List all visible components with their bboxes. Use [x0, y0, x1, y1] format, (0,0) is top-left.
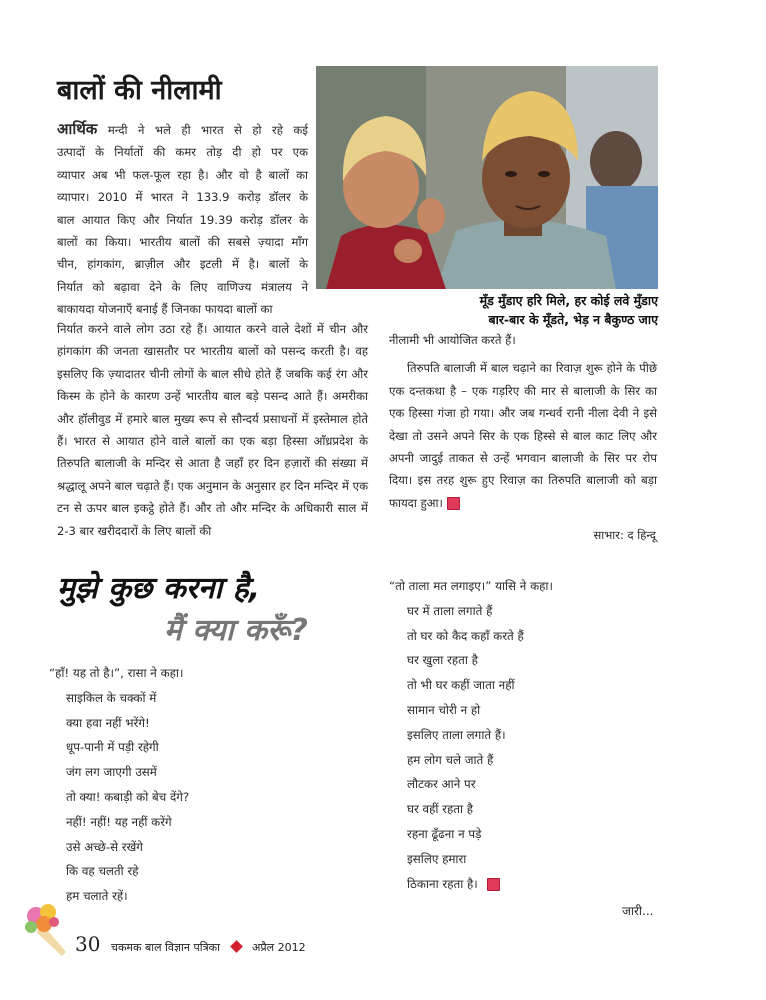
- article-line: चीन, हांगकांग, ब्राज़ील और इटली में है। बालों के: [57, 257, 308, 272]
- page-number: 30: [75, 932, 101, 956]
- poem-title-line2: मैं क्या करूँ?: [164, 613, 308, 648]
- poem-line: तो घर को कैद कहाँ करते हैं: [407, 628, 524, 643]
- poem-line: इसलिए हमारा: [407, 851, 467, 866]
- poem-line: कि वह चलती रहे: [66, 864, 139, 879]
- pink-square-emblem-icon: [447, 497, 460, 510]
- flower-bouquet-icon: [22, 902, 68, 958]
- photo-caption: [392, 291, 658, 329]
- poem-line: लौटकर आने पर: [407, 777, 476, 792]
- article-col2-first: नीलामी भी आयोजित करते हैं।: [389, 333, 516, 347]
- article-col2: [389, 329, 657, 514]
- poem-left-opening: “हाँ! यह तो है।”, रासा ने कहा।: [49, 666, 184, 680]
- article-line: आर्थिक मन्दी ने भले ही भारत से हो रहे कई: [57, 120, 309, 138]
- photo-illustration: [316, 66, 658, 289]
- article-col2-body: तिरुपति बालाजी में बाल चढ़ाने का रिवाज़ शुरू होने के पीछे एक दन्तकथा है – एक गड़रिए की मार से बालाजी के सिर का एक हिस्सा गंजा हो गया। और जब गन्धर्व रानी नीला देवी ने इसे देखा तो उसने अपने सिर के एक हिस्से से बाल काट लिए और अपनी जादुई ताकत से उन्हें भगवान बालाजी के सिर पर रोप दिया। इस तरह शुरू हुए रिवाज़ का तिरुपति बालाजी को बड़ा फायदा हुआ।: [389, 361, 657, 510]
- poem-line: क्या हवा नहीं भरेंगे!: [66, 715, 150, 730]
- magazine-name: चकमक बाल विज्ञान पत्रिका: [111, 941, 220, 954]
- pink-square-emblem-icon: [487, 878, 500, 891]
- poem-line: घर खुला रहता है: [407, 653, 478, 668]
- poem-line: धूप-पानी में पड़ी रहेगी: [66, 740, 159, 755]
- poem-line: जंग लग जाएगी उसमें: [66, 765, 157, 780]
- article-line: निर्यात को बढ़ावा देने के लिए वाणिज्य मंत्रालय ने: [57, 279, 308, 294]
- poem-line: नहीं! नहीं! यह नहीं करेंगे: [66, 814, 172, 829]
- lead-word: आर्थिक: [57, 120, 98, 138]
- article-col1-body: निर्यात करने वाले लोग उठा रहे हैं। आयात करने वाले देशों में चीन और हांगकांग की जनता खासतौर पर भारतीय बालों को पसन्द करती है। वह इसलिए कि ज़्यादातर चीनी लोगों के बाल सीधे होते हैं जबकि कई रंग और किस्म के होने के कारण उन्हें भारतीय बाल बड़े पसन्द आते हैं। अमरीका और हॉलीवुड में हमारे बाल मुख्य रूप से सौन्दर्य प्रसाधनों में इस्तेमाल होते हैं। भारत से आयात होने वाले बालों का एक बड़ा हिस्सा आँध्रप्रदेश के तिरुपति बालाजी के मन्दिर से आता है जहाँ हर दिन हज़ारों की संख्या में श्रद्धालू अपने बाल चढ़ाते हैं। एक अनुमान के अनुसार हर दिन मन्दिर में एक टन से ऊपर बाल इकट्ठे होते हैं। और तो और मन्दिर के अधिकारी साल में 2-3 बार खरीददारों के लिए बालों की: [57, 322, 368, 538]
- poem-line: सामान चोरी न हो: [407, 702, 481, 717]
- issue-date: अप्रैल 2012: [252, 941, 306, 954]
- poem-line: हम लोग चले जाते हैं: [407, 752, 494, 767]
- poem-line: रहना ढूँढना न पड़े: [407, 826, 482, 841]
- poem-line: उसे अच्छे-से रखेंगे: [66, 839, 143, 854]
- poem-line: घर में ताला लगाते हैं: [407, 603, 493, 618]
- poem-line: हम चलाते रहें।: [66, 889, 128, 904]
- poem-continued: जारी...: [622, 904, 654, 918]
- poem-line: तो भी घर कहीं जाता नहीं: [407, 678, 515, 693]
- article-photo: [316, 66, 658, 289]
- article-title: बालों की नीलामी: [57, 75, 222, 106]
- caption-line2: बार-बार के मूँडते, भेड़ न बैकुण्ठ जाए: [488, 312, 658, 327]
- poem-line: साइकिल के चक्कों में: [66, 690, 157, 705]
- article-line: बालों का किया। भारतीय बालों की सबसे ज़्यादा माँग: [57, 235, 308, 250]
- article-credit: साभार: द हिन्दू: [593, 528, 656, 542]
- poem-line: इसलिए ताला लगाते हैं।: [407, 727, 506, 742]
- article-line: बाल आयात किए और निर्यात 19.39 करोड़ डॉलर के: [57, 212, 308, 227]
- poem-line: घर वहीं रहता है: [407, 802, 474, 817]
- poem-title-line1: मुझे कुछ करना है,: [57, 571, 261, 606]
- article-line: उत्पादों के निर्यातों की कमर तोड़ दी हो पर एक: [57, 145, 308, 160]
- poem-right-opening: “तो ताला मत लगाइए।” यासि ने कहा।: [389, 579, 553, 593]
- article-line: व्यापार अब भी फल-फूल रहा है। और वो है बालों का: [57, 167, 308, 182]
- caption-line1: मूँड मुँडाए हरि मिले, हर कोई लवे मुँडाए: [479, 293, 658, 308]
- red-diamond-icon: [230, 940, 243, 953]
- poem-right-column: [389, 574, 669, 896]
- poem-left-column: [49, 661, 369, 909]
- article-line: बाकायदा योजनाएँ बनाई हैं जिनका फायदा बालों का: [57, 302, 273, 317]
- poem-line: ठिकाना रहता है।: [407, 872, 669, 897]
- poem-line: तो क्या! कबाड़ी को बेच देंगे?: [66, 789, 190, 804]
- article-line: व्यापार। 2010 में भारत ने 133.9 करोड़ डॉलर के: [57, 190, 308, 205]
- article-col1-wrap: [57, 118, 308, 321]
